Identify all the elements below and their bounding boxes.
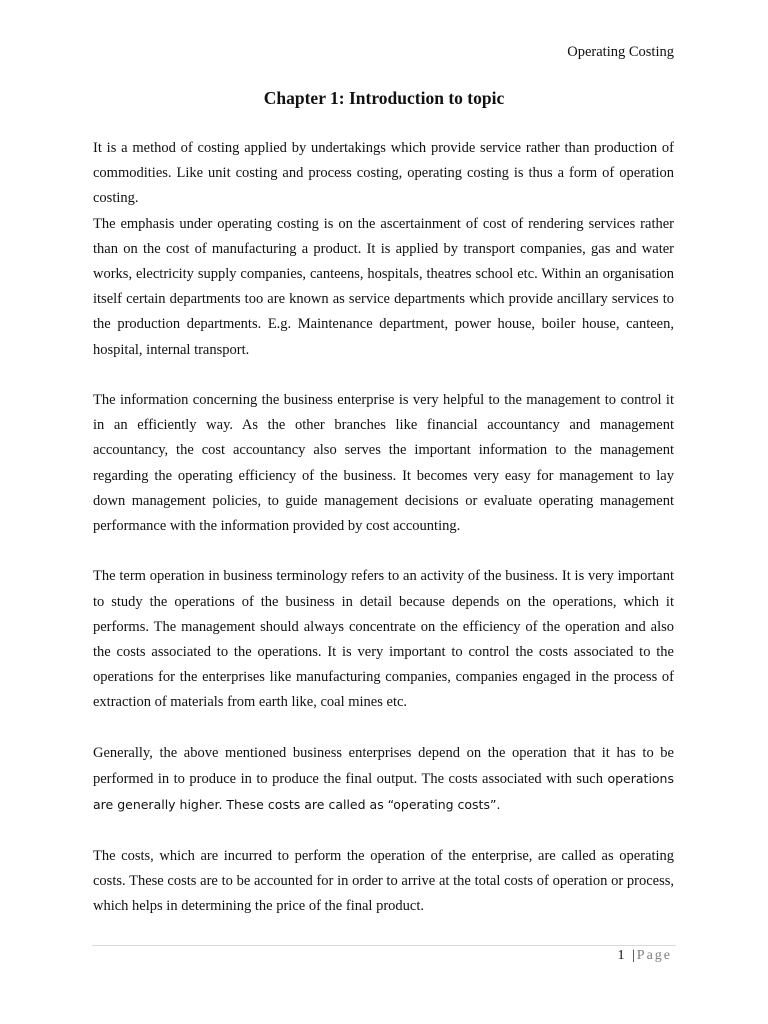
footer-rule	[92, 945, 676, 946]
paragraph-operating-costs: The costs, which are incurred to perform the operation of the enterprise, are called as operating costs. These costs are to be accounted for in order to arrive at the total costs of operation or process, which helps in determining the price of the final product.	[93, 847, 674, 915]
page-number-separator: |	[631, 948, 637, 963]
paragraph-generally	[93, 741, 674, 819]
paragraph-emphasis: The emphasis under operating costing is on the ascertainment of cost of rendering services rather than on the cost of manufacturing a product. It is applied by transport companies, gas and water works, electricity supply companies, canteens, hospitals, theatres school etc. Within an organisation itself certain departments too are known as service departments which provide ancillary services to the production departments. E.g. Maintenance department, power house, boiler house, canteen, hospital, internal transport.	[93, 215, 674, 358]
paragraph-operation-term: The term operation in business terminology refers to an activity of the business. It is very important to study the operations of the business in detail because depends on the operations, which it performs. The management should always concentrate on the efficiency of the operation and also the costs associated to the operations. It is very important to control the costs associated to the operations for the enterprises like manufacturing companies, companies engaged in the process of extraction of materials from earth like, coal mines etc.	[93, 568, 674, 711]
page-label: Page	[636, 948, 672, 963]
running-header: Operating Costing	[567, 44, 674, 60]
paragraph-information: The information concerning the business enterprise is very helpful to the management to control it in an efficiently way. As the other branches like financial accountancy and management accountancy, the cost accountancy also serves the important information to the management regarding the operating efficiency of the business. It becomes very easy for management to lay down management policies, to guide management decisions or evaluate operating management performance with the information provided by cost accounting.	[93, 392, 674, 535]
document-body	[93, 136, 674, 919]
paragraph-definition: It is a method of costing applied by undertakings which provide service rather than production of commodities. Like unit costing and process costing, operating costing is thus a form of operation costing.	[93, 140, 674, 207]
paragraph-generally-sans: operations are generally higher. These costs are called as “operating costs”.	[93, 771, 674, 813]
paragraph-generally-serif: Generally, the above mentioned business enterprises depend on the operation that it has to be performed in to produce in to produce the final output. The costs associated with such	[93, 744, 674, 788]
chapter-title: Chapter 1: Introduction to topic	[263, 88, 505, 108]
page-number	[617, 946, 672, 966]
page-number-value: 1	[617, 948, 627, 963]
